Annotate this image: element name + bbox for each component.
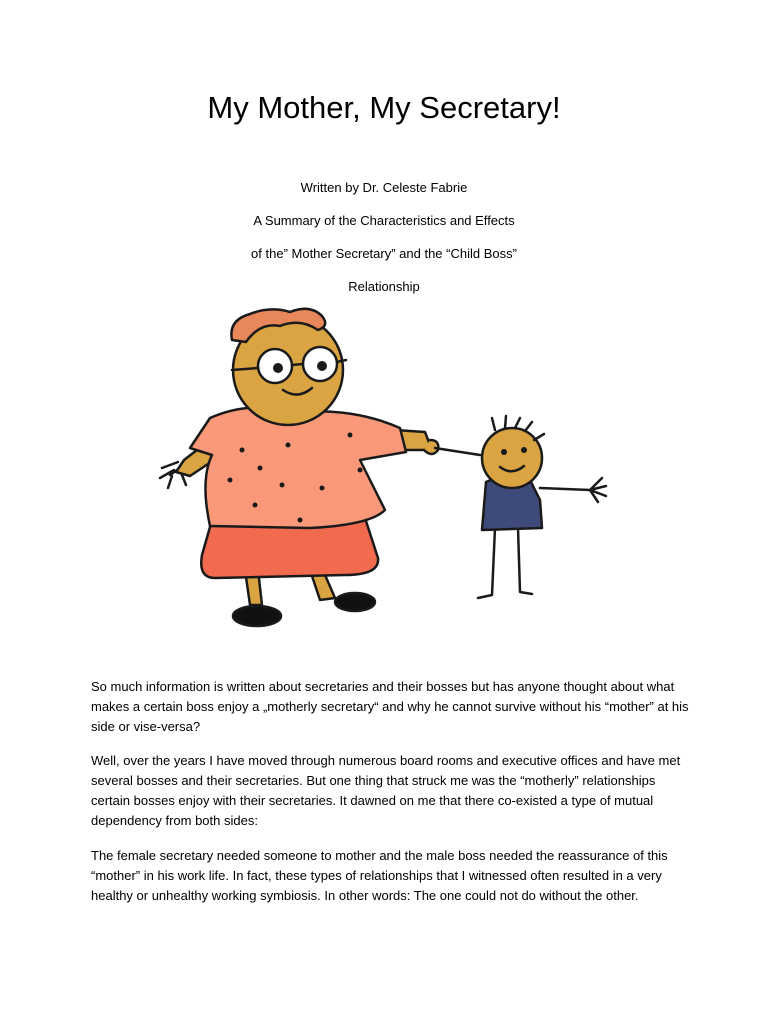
child-head	[482, 428, 542, 488]
child-right-arm	[540, 478, 606, 502]
mother-and-child-illustration	[150, 300, 620, 640]
summary-line-2: of the” Mother Secretary” and the “Child Boss”	[251, 246, 517, 261]
child-left-arm	[435, 448, 480, 455]
paragraph-3: The female secretary needed someone to mother and the male boss needed the reassurance of this “mother” in his work life. In fact, these types of relationships that I witnessed often resulted in a very healthy or unhealthy working symbiosis. In other words: The one could not do without the other.	[91, 848, 668, 903]
paragraph-2: Well, over the years I have moved through numerous board rooms and executive offices and have met several bosses and their secretaries. But one thing that struck me was the “motherly” relationships certain bosses enjoy with their secretaries. It dawned on me that there co-existed a type of mutual dependency from both sides:	[91, 753, 681, 828]
child-legs	[478, 528, 532, 598]
author-line: Written by Dr. Celeste Fabrie	[300, 180, 468, 195]
summary-line-3: Relationship	[348, 279, 420, 294]
document-title: My Mother, My Secretary!	[207, 90, 561, 125]
paragraph-1: So much information is written about secretaries and their bosses but has anyone thought about what makes a certain boss enjoy a „motherly secretary“ and why he cannot survive without his “mother” at his side or vise-versa?	[91, 679, 689, 734]
summary-line-1: A Summary of the Characteristics and Effects	[253, 213, 515, 228]
